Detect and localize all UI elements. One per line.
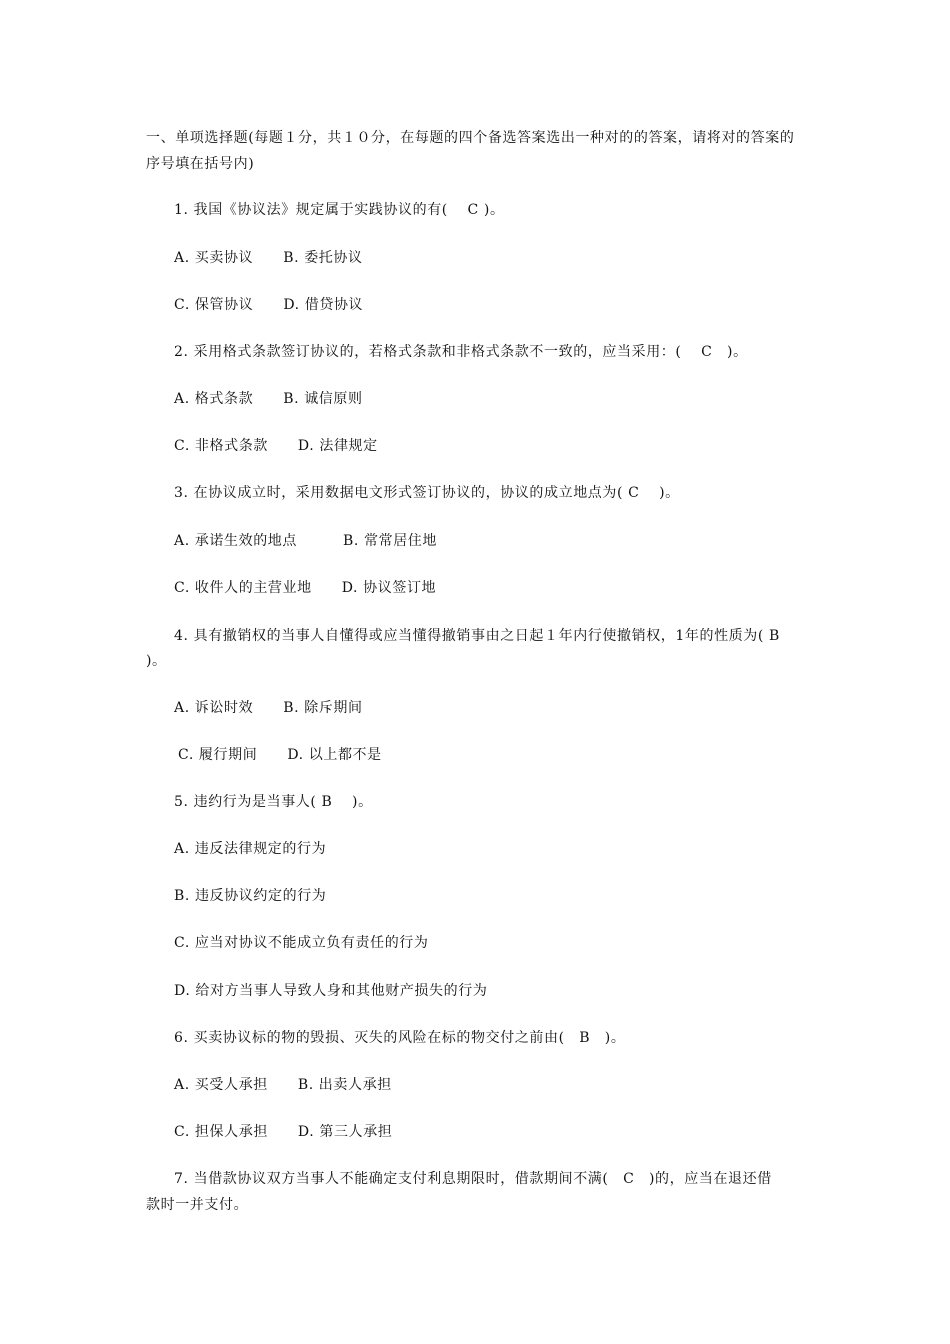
option-a: A. 格式条款 xyxy=(174,391,254,407)
question-4-options-row-2 xyxy=(178,745,382,765)
option-b: B. 常常居住地 xyxy=(343,533,438,549)
option-d: D. 以上都不是 xyxy=(287,747,382,763)
option-a: A. 买卖协议 xyxy=(174,250,254,266)
question-3-stem: 3. 在协议成立时，采用数据电文形式签订协议的，协议的成立地点为( C )。 xyxy=(174,485,680,501)
question-3-options-row-2 xyxy=(174,578,436,598)
question-5-option-b: B. 违反协议约定的行为 xyxy=(174,888,327,904)
question-4-stem-continued: )。 xyxy=(146,653,167,669)
option-b: B. 诚信原则 xyxy=(283,391,363,407)
option-c: C. 履行期间 xyxy=(178,747,258,763)
section-heading-continued: 序号填在括号内) xyxy=(146,156,255,172)
option-d: D. 法律规定 xyxy=(297,438,378,454)
question-3-options-row-1 xyxy=(174,531,437,551)
question-1-options-row-1 xyxy=(174,248,363,268)
question-7-stem: 7. 当借款协议双方当事人不能确定支付利息期限时，借款期间不满( C )的，应当在退还借 xyxy=(174,1171,772,1187)
question-4-stem: 4. 具有撤销权的当事人自懂得或应当懂得撤销事由之日起１年内行使撤销权，1年的性质为( B xyxy=(174,628,780,644)
option-b: B. 除斥期间 xyxy=(283,700,363,716)
question-2-options-row-2 xyxy=(174,436,378,456)
question-5-stem: 5. 违约行为是当事人( B )。 xyxy=(174,794,373,810)
option-a: A. 承诺生效的地点 xyxy=(174,533,298,549)
question-2-stem: 2. 采用格式条款签订协议的，若格式条款和非格式条款不一致的，应当采用：( C )。 xyxy=(174,344,748,360)
option-a: A. 诉讼时效 xyxy=(174,700,254,716)
question-1-stem: 1. 我国《协议法》规定属于实践协议的有( C )。 xyxy=(174,202,505,218)
option-c: C. 收件人的主营业地 xyxy=(174,580,312,596)
option-a: A. 买受人承担 xyxy=(174,1077,268,1093)
section-heading: 一、单项选择题(每题１分，共１０分，在每题的四个备选答案选出一种对的的答案，请将对的答案的 xyxy=(146,130,795,146)
option-d: D. 第三人承担 xyxy=(297,1124,393,1140)
question-4-options-row-1 xyxy=(174,698,363,718)
question-5-option-a: A. 违反法律规定的行为 xyxy=(174,841,327,857)
question-2-options-row-1 xyxy=(174,389,363,409)
question-6-options-row-2 xyxy=(174,1122,392,1142)
option-d: D. 协议签订地 xyxy=(341,580,437,596)
question-6-options-row-1 xyxy=(174,1075,392,1095)
option-b: B. 委托协议 xyxy=(283,250,363,266)
option-c: C. 非格式条款 xyxy=(174,438,268,454)
question-5-option-c: C. 应当对协议不能成立负有责任的行为 xyxy=(174,935,429,951)
question-1-options-row-2 xyxy=(174,295,363,315)
question-6-stem: 6. 买卖协议标的物的毁损、灭失的风险在标的物交付之前由( B )。 xyxy=(174,1030,626,1046)
option-c: C. 担保人承担 xyxy=(174,1124,268,1140)
question-5-option-d: D. 给对方当事人导致人身和其他财产损失的行为 xyxy=(174,983,488,999)
option-d: D. 借贷协议 xyxy=(283,297,364,313)
option-b: B. 出卖人承担 xyxy=(297,1077,392,1093)
question-7-stem-continued: 款时一并支付。 xyxy=(146,1197,249,1213)
option-c: C. 保管协议 xyxy=(174,297,254,313)
